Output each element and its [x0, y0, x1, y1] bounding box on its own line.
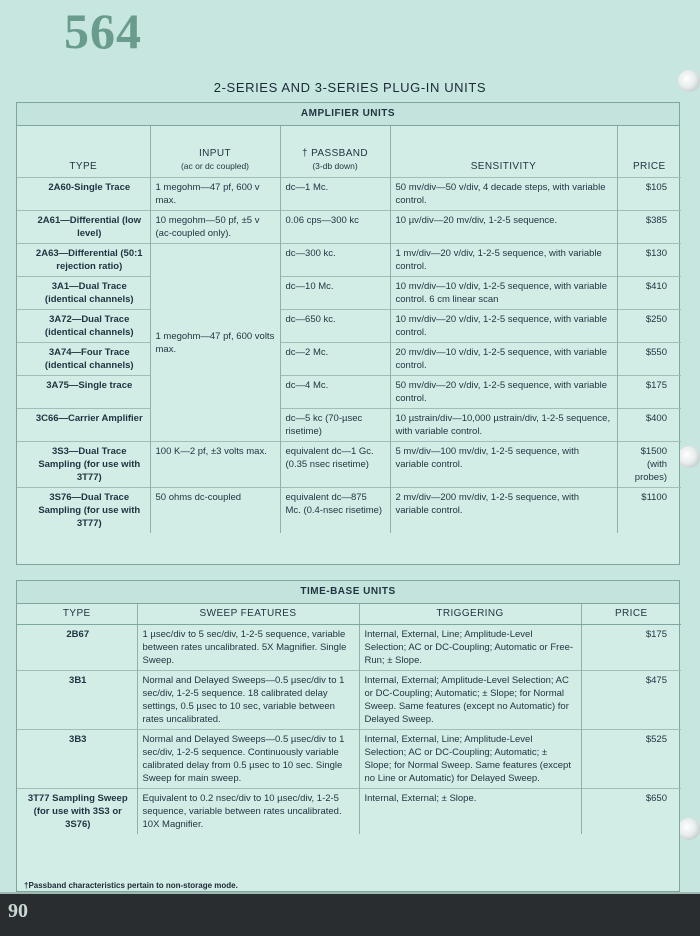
type-cell: 3S3—Dual Trace Sampling (for use with 3T77): [17, 442, 150, 488]
table-row: [17, 488, 681, 534]
bottom-strip: [0, 892, 700, 936]
passband-cell: dc—1 Mc.: [280, 178, 390, 211]
table-row: [17, 343, 681, 376]
price-cell: $175: [617, 376, 681, 409]
type-cell: 3B3: [17, 730, 137, 789]
passband-cell: 0.06 cps—300 kc: [280, 211, 390, 244]
passband-cell: dc—10 Mc.: [280, 277, 390, 310]
header-price: PRICE: [581, 604, 681, 625]
passband-cell: equivalent dc—1 Gc. (0.35 nsec risetime): [280, 442, 390, 488]
sweep-cell: Normal and Delayed Sweeps—0.5 µsec/div to 1 sec/div, 1-2-5 sequence. Continuously variable calibrated delay from 0.5 µsec to 10 sec. Single Sweep for main sweep.: [137, 730, 359, 789]
table-row: [17, 178, 681, 211]
binder-hole-2: [678, 446, 700, 468]
header-passband: † PASSBAND (3-db down): [280, 126, 390, 178]
table-row: [17, 671, 681, 730]
page-number-top: 564: [64, 3, 142, 59]
type-cell: 2B67: [17, 625, 137, 671]
price-cell: $175: [581, 625, 681, 671]
price-cell: $130: [617, 244, 681, 277]
type-cell: 3S76—Dual Trace Sampling (for use with 3T77): [17, 488, 150, 534]
type-cell: 3A74—Four Trace (identical channels): [17, 343, 150, 376]
table-row: [17, 730, 681, 789]
table-row: [17, 310, 681, 343]
price-cell: $1100: [617, 488, 681, 534]
page-heading: 2-SERIES AND 3-SERIES PLUG-IN UNITS: [213, 80, 487, 95]
type-cell: 3T77 Sampling Sweep (for use with 3S3 or 3S76): [17, 789, 137, 835]
price-cell: $250: [617, 310, 681, 343]
time-base-units-title: TIME-BASE UNITS: [17, 581, 679, 604]
type-cell: 2A63—Differential (50:1 rejection ratio): [17, 244, 150, 277]
amplifier-units-title: AMPLIFIER UNITS: [17, 103, 679, 126]
price-cell: $475: [581, 671, 681, 730]
amplifier-units-table: [16, 102, 680, 565]
header-input: INPUT (ac or dc coupled): [150, 126, 280, 178]
time-base-units-table: [16, 580, 680, 892]
triggering-cell: Internal, External, Line; Amplitude-Level Selection; AC or DC-Coupling; Automatic or Free-Run; ± Slope.: [359, 625, 581, 671]
page-number-bottom: 90: [8, 900, 28, 922]
price-cell: $105: [617, 178, 681, 211]
table-row: [17, 789, 681, 835]
type-cell: 2A60-Single Trace: [17, 178, 150, 211]
header-sweep-features: SWEEP FEATURES: [137, 604, 359, 625]
type-cell: 3B1: [17, 671, 137, 730]
table-row: [17, 211, 681, 244]
table-row: [17, 625, 681, 671]
passband-cell: dc—5 kc (70-µsec risetime): [280, 409, 390, 442]
binder-hole-1: [678, 70, 700, 92]
sensitivity-cell: 20 mv/div—10 v/div, 1-2-5 sequence, with variable control.: [390, 343, 617, 376]
table-row: [17, 277, 681, 310]
price-cell: $525: [581, 730, 681, 789]
input-cell: 100 K—2 pf, ±3 volts max.: [150, 442, 280, 488]
type-cell: 2A61—Differential (low level): [17, 211, 150, 244]
price-cell: $385: [617, 211, 681, 244]
triggering-cell: Internal, External; Amplitude-Level Selection; AC or DC-Coupling; Automatic; ± Slope; for Normal Sweep. Same features (except no Automatic) for Delayed Sweep.: [359, 671, 581, 730]
price-cell: $410: [617, 277, 681, 310]
amplifier-header-row: [17, 126, 681, 178]
price-cell: $1500 (with probes): [617, 442, 681, 488]
binder-hole-3: [678, 818, 700, 840]
sweep-cell: Normal and Delayed Sweeps—0.5 µsec/div to 1 sec/div, 1-2-5 sequence. 18 calibrated delay settings, 0.5 µsec to 10 sec, variable between rates uncalibrated.: [137, 671, 359, 730]
time-base-header-row: [17, 604, 681, 625]
type-cell: 3A1—Dual Trace (identical channels): [17, 277, 150, 310]
sensitivity-cell: 10 µv/div—20 mv/div, 1-2-5 sequence.: [390, 211, 617, 244]
header-price: PRICE: [617, 126, 681, 178]
sensitivity-cell: 50 mv/div—20 v/div, 1-2-5 sequence, with variable control.: [390, 376, 617, 409]
header-type: TYPE: [69, 161, 98, 172]
sweep-cell: 1 µsec/div to 5 sec/div, 1-2-5 sequence, variable between rates uncalibrated. 5X Magnifier. Single Sweep.: [137, 625, 359, 671]
passband-cell: dc—2 Mc.: [280, 343, 390, 376]
passband-cell: dc—4 Mc.: [280, 376, 390, 409]
footnote: †Passband characteristics pertain to non-storage mode.: [24, 881, 238, 890]
time-base-table: [17, 604, 681, 834]
passband-cell: dc—650 kc.: [280, 310, 390, 343]
header-sensitivity: SENSITIVITY: [390, 126, 617, 178]
passband-cell: equivalent dc—875 Mc. (0.4-nsec risetime): [280, 488, 390, 534]
table-row: [17, 409, 681, 442]
sensitivity-cell: 10 mv/div—10 v/div, 1-2-5 sequence, with variable control. 6 cm linear scan: [390, 277, 617, 310]
sweep-cell: Equivalent to 0.2 nsec/div to 10 µsec/div, 1-2-5 sequence, variable between rates uncalibrated. 10X Magnifier.: [137, 789, 359, 835]
price-cell: $400: [617, 409, 681, 442]
sensitivity-cell: 50 mv/div—50 v/div, 4 decade steps, with variable control.: [390, 178, 617, 211]
input-cell: 10 megohm—50 pf, ±5 v (ac-coupled only).: [150, 211, 280, 244]
input-cell: 1 megohm—47 pf, 600 v max.: [150, 178, 280, 211]
triggering-cell: Internal, External; ± Slope.: [359, 789, 581, 835]
table-row: [17, 376, 681, 409]
passband-cell: dc—300 kc.: [280, 244, 390, 277]
price-cell: $550: [617, 343, 681, 376]
sensitivity-cell: 2 mv/div—200 mv/div, 1-2-5 sequence, with variable control.: [390, 488, 617, 534]
sensitivity-cell: 10 mv/div—20 v/div, 1-2-5 sequence, with variable control.: [390, 310, 617, 343]
sensitivity-cell: 1 mv/div—20 v/div, 1-2-5 sequence, with variable control.: [390, 244, 617, 277]
sensitivity-cell: 10 µstrain/div—10,000 µstrain/div, 1-2-5 sequence, with variable control.: [390, 409, 617, 442]
header-type: TYPE: [17, 604, 137, 625]
table-row: [17, 244, 681, 277]
header-triggering: TRIGGERING: [359, 604, 581, 625]
type-cell: 3A72—Dual Trace (identical channels): [17, 310, 150, 343]
type-cell: 3C66—Carrier Amplifier: [17, 409, 150, 442]
triggering-cell: Internal, External, Line; Amplitude-Level Selection; AC or DC-Coupling; Automatic; ± Slope; for Normal Sweep. Same features (except no Line or Automatic) for Delayed Sweep.: [359, 730, 581, 789]
sensitivity-cell: 5 mv/div—100 mv/div, 1-2-5 sequence, with variable control.: [390, 442, 617, 488]
type-cell: 3A75—Single trace: [17, 376, 150, 409]
price-cell: $650: [581, 789, 681, 835]
input-cell: 50 ohms dc-coupled: [150, 488, 280, 534]
amplifier-table: [17, 126, 681, 533]
input-cell-shared: 1 megohm—47 pf, 600 volts max.: [150, 244, 280, 442]
table-row: [17, 442, 681, 488]
